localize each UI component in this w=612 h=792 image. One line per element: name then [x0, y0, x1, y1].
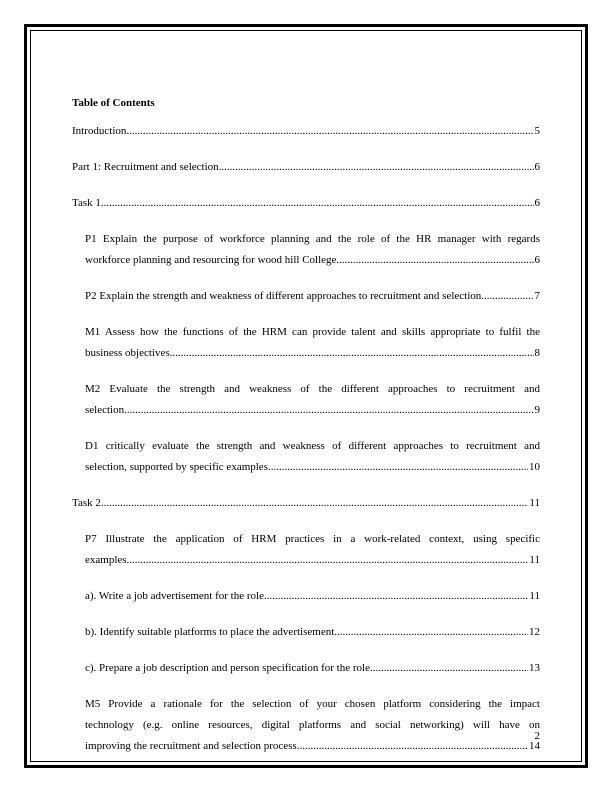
toc-entry-page: 11 [529, 590, 540, 602]
toc-entry[interactable] [85, 229, 540, 271]
table-of-contents [72, 95, 540, 772]
toc-entry-label: a). Write a job advertisement for the role [85, 590, 264, 602]
toc-entry[interactable] [72, 121, 540, 142]
toc-entry-label: P2 Explain the strength and weakness of different approaches to recruitment and selection. [85, 290, 485, 302]
toc-entry-final-line [85, 250, 540, 271]
toc-leader-dots [170, 343, 534, 364]
toc-entry[interactable] [85, 586, 540, 607]
toc-entry-text-line: technology (e.g. online resources, digital platforms and social networking) will have on [85, 719, 540, 731]
toc-entry[interactable] [85, 379, 540, 421]
toc-entry-label: business objectives [85, 347, 170, 359]
toc-leader-dots [219, 157, 534, 178]
toc-entry-final-line [72, 121, 540, 142]
toc-entry-page: 9 [534, 404, 540, 416]
toc-entry-label: selection, supported by specific examples [85, 461, 268, 473]
page-number: 2 [534, 730, 540, 742]
toc-entry-label: Part 1: Recruitment and selection [72, 161, 219, 173]
toc-entry-final-line [85, 736, 540, 757]
toc-entry[interactable] [85, 694, 540, 757]
toc-entry-text-line: D1 critically evaluate the strength and weakness of different approaches to recruitment and [85, 440, 540, 452]
toc-leader-dots [264, 586, 528, 607]
toc-leader-dots [127, 550, 529, 571]
toc-entry-label: Task 1 [72, 197, 101, 209]
toc-entries [72, 121, 540, 757]
toc-entry-text-line: P1 Explain the purpose of workforce planning and the role of the HR manager with regards [85, 233, 540, 245]
toc-entry[interactable] [72, 193, 540, 214]
toc-entry-label: workforce planning and resourcing for wood hill College [85, 254, 337, 266]
toc-entry-page: 12 [529, 626, 540, 638]
toc-entry[interactable] [85, 529, 540, 571]
toc-entry-page: 6 [534, 197, 540, 209]
toc-entry-final-line [85, 457, 540, 478]
toc-entry-final-line [85, 658, 540, 679]
toc-leader-dots [334, 622, 528, 643]
toc-entry-page: 8 [534, 347, 540, 359]
toc-leader-dots [297, 736, 528, 757]
toc-leader-dots [336, 250, 533, 271]
toc-entry-text-line: M5 Provide a rationale for the selection of your chosen platform considering the impact [85, 698, 540, 710]
toc-entry-final-line [85, 550, 540, 571]
toc-leader-dots [126, 121, 533, 142]
toc-entry-label: c). Prepare a job description and person specification for the role [85, 662, 370, 674]
toc-leader-dots [484, 286, 533, 307]
toc-entry-final-line [85, 286, 540, 307]
toc-leader-dots [370, 658, 528, 679]
toc-entry-final-line [85, 586, 540, 607]
toc-entry[interactable] [72, 157, 540, 178]
toc-entry[interactable] [72, 493, 540, 514]
toc-leader-dots [124, 400, 533, 421]
toc-entry-final-line [85, 343, 540, 364]
toc-entry[interactable] [85, 322, 540, 364]
toc-entry[interactable] [85, 286, 540, 307]
toc-entry-page: 7 [534, 290, 540, 302]
toc-entry-final-line [85, 400, 540, 421]
toc-leader-dots [268, 457, 528, 478]
toc-entry-final-line [72, 493, 540, 514]
toc-entry-page: 5 [534, 125, 540, 137]
toc-leader-dots [101, 493, 529, 514]
toc-entry-text-line: P7 Illustrate the application of HRM practices in a work-related context, using specific [85, 533, 540, 545]
toc-entry-text-line: M2 Evaluate the strength and weakness of the different approaches to recruitment and [85, 383, 540, 395]
toc-entry-label: selection [85, 404, 125, 416]
toc-entry-final-line [72, 157, 540, 178]
toc-entry-final-line [85, 622, 540, 643]
toc-entry-label: Task 2 [72, 497, 101, 509]
toc-entry-page: 6 [534, 254, 540, 266]
toc-entry[interactable] [85, 436, 540, 478]
toc-title: Table of Contents [72, 97, 155, 109]
toc-entry-label: examples [85, 554, 127, 566]
toc-leader-dots [101, 193, 534, 214]
toc-entry-page: 14 [529, 740, 540, 752]
toc-entry-label: improving the recruitment and selection process [85, 740, 297, 752]
toc-entry[interactable] [85, 622, 540, 643]
toc-entry-page: 11 [529, 554, 540, 566]
toc-entry-page: 10 [529, 461, 540, 473]
toc-entry[interactable] [85, 658, 540, 679]
toc-entry-page: 13 [529, 662, 540, 674]
toc-entry-label: b). Identify suitable platforms to place the advertisement [85, 626, 335, 638]
toc-entry-text-line: M1 Assess how the functions of the HRM can provide talent and skills appropriate to fulfil the [85, 326, 540, 338]
toc-entry-page: 6 [534, 161, 540, 173]
toc-entry-final-line [72, 193, 540, 214]
toc-entry-page: 11 [529, 497, 540, 509]
toc-entry-label: Introduction [72, 125, 127, 137]
